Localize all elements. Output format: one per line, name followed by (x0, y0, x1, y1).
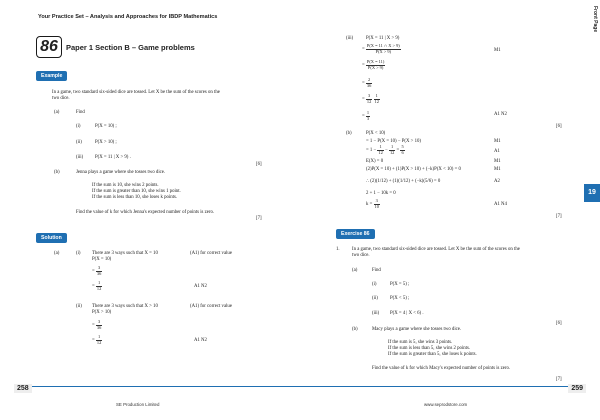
example-b-marks: [7] (256, 216, 262, 221)
right-iii-line-3: = $\frac{P(X = 11)}{P(X > 9)}$ (362, 59, 385, 70)
example-ai-text: P(X = 10) ; (95, 124, 117, 129)
right-b-line-7: 2 + 1 − 10k = 0 (366, 191, 396, 196)
right-b-a1: A1 (494, 149, 500, 154)
exercise-b-rule-2: If the sum is less than 5, she wins 2 points. (388, 346, 471, 351)
example-a-text: Find (76, 110, 85, 115)
exercise-b-rule-3: If the sum is greater than 5, she loses k points. (388, 352, 477, 357)
fraction: $\frac{P(X = 11)}{P(X > 9)}$ (366, 59, 385, 70)
exercise-b-text: Macy plays a game where she tosses two dice. (372, 327, 462, 332)
solution-ii-line-1: There are 3 ways such that X > 10 (92, 304, 158, 309)
solution-ii-eq-2: = $\frac{1}{12}$ (92, 334, 102, 345)
exercise-a-text: Find (372, 268, 381, 273)
example-b-find: Find the value of k for which Jenna's expected number of points is zero. (76, 210, 215, 215)
example-aiii-text: P(X = 11 | X > 9) . (95, 155, 131, 160)
right-b-label: (b) (346, 131, 352, 136)
exercise-i-label: (i) (372, 282, 377, 287)
right-page-number: 259 (568, 384, 586, 393)
fraction: $\frac{5}{6}$ (401, 144, 404, 155)
example-b-rule-2: If the sum is greater than 10, she wins 1 point. (92, 189, 181, 194)
right-b-m2: M1 (494, 159, 501, 164)
exercise-ii-label: (ii) (372, 296, 378, 301)
solution-i-note: (A1) for correct value (190, 251, 232, 256)
example-a-label: (a) (54, 110, 60, 115)
footer-publisher: SE Production Limited (116, 402, 160, 407)
solution-ii-eq-1: = $\frac{3}{36}$ (92, 319, 102, 330)
footer-rule (14, 386, 586, 387)
right-iii-line-5: = $\frac{3}{12}$ $\frac{1}{12}$ (362, 93, 379, 104)
exercise-q-number: 1. (336, 247, 340, 252)
right-iii-total: [6] (556, 124, 562, 129)
exercise-label: Exercise 86 (336, 229, 375, 239)
solution-ii-line-2: P(X > 10) (92, 310, 112, 315)
fraction: $\frac{1}{12}$ (96, 280, 102, 291)
right-iii-line-4: = $\frac{2}{36}$ (362, 77, 372, 88)
example-aiii-label: (iii) (76, 155, 84, 160)
solution-i-label: (i) (76, 251, 81, 256)
fraction: $\frac{2}{36}$ (366, 77, 372, 88)
right-b-line-4: E(X) = 0 (366, 159, 384, 164)
example-b-text: Jenna plays a game where she tosses two dice. (76, 170, 166, 175)
exercise-i-text: P(X = 5) ; (390, 282, 410, 287)
solution-ii-marks: A1 N2 (194, 338, 207, 343)
exercise-a-marks: [6] (556, 321, 562, 326)
exercise-b-marks: [7] (556, 377, 562, 382)
left-page-number: 258 (14, 384, 32, 393)
exercise-b-rule-1: If the sum is 5, she wins 3 points. (388, 340, 453, 345)
right-iii-line-1: P(X = 11 | X > 9) (366, 36, 400, 41)
solution-a-label: (a) (54, 251, 60, 256)
solution-i-eq-1: = $\frac{3}{36}$ (92, 265, 102, 276)
solution-i-eq-2: = $\frac{1}{12}$ (92, 280, 102, 291)
chapter-side-tab[interactable]: 19 (584, 184, 600, 202)
fraction: $\frac{1}{3}$ (366, 110, 370, 121)
fraction: $\frac{1}{12}$ (374, 93, 379, 104)
solution-ii-note: (A1) for correct value (190, 304, 232, 309)
example-a-marks: [6] (256, 162, 262, 167)
right-b-line-3: = 1 − $\frac{1}{12}$ − $\frac{1}{12}$ = $\frac{5}{6}$ (366, 144, 404, 155)
right-b-a2: A2 (494, 179, 500, 184)
example-aii-text: P(X > 10) ; (95, 140, 117, 145)
example-b-rule-1: If the sum is 10, she wins 2 points. (92, 183, 159, 188)
footer-website[interactable]: www.seprodstore.com (424, 402, 468, 407)
right-b-marks: A1 N4 (494, 202, 507, 207)
fraction: $\frac{P(X = 11 \cap X > 9)}{P(X > 9)}$ (366, 43, 400, 54)
right-iii-label: (iii) (346, 36, 354, 41)
right-b-total: [7] (556, 214, 562, 219)
solution-i-line-2: P(X = 10) (92, 257, 112, 262)
example-ai-label: (i) (76, 124, 81, 129)
exercise-a-label: (a) (352, 268, 358, 273)
exercise-iii-label: (iii) (372, 311, 380, 316)
right-b-m3: M1 (494, 167, 501, 172)
exercise-b-find: Find the value of k for which Macy's expected number of points is zero. (372, 366, 511, 371)
right-iii-m1: M1 (494, 48, 501, 53)
section-title: Paper 1 Section B – Game problems (66, 43, 195, 52)
exercise-intro-1: In a game, two standard six-sided dice are tossed. Let X be the sum of the scores on the (352, 247, 520, 252)
fraction: $\frac{1}{12}$ (96, 334, 102, 345)
right-iii-line-6: = $\frac{1}{3}$ (362, 110, 370, 121)
example-label: Example (36, 71, 67, 81)
example-aii-label: (ii) (76, 140, 82, 145)
right-b-line-8: k = $\frac{3}{10}$ (366, 198, 379, 209)
right-iii-line-2: = $\frac{P(X = 11 \cap X > 9)}{P(X > 9)}$ (362, 43, 400, 54)
right-b-line-5: (2)P(X = 10) + (1)P(X > 10) + (−k)P(X < 10) = 0 (366, 167, 461, 172)
example-intro-1: In a game, two standard six-sided dice are tossed. Let X be the sum of the scores on the (52, 90, 220, 95)
fraction: $\frac{3}{12}$ (366, 93, 372, 104)
exercise-b-label: (b) (352, 327, 358, 332)
right-iii-marks: A1 N2 (494, 112, 507, 117)
fraction: $\frac{3}{36}$ (96, 265, 102, 276)
example-b-label: (b) (54, 170, 60, 175)
front-page-tab[interactable]: Front Page (592, 6, 598, 33)
running-header: Your Practice Set – Analysis and Approaches for IBDP Mathematics (38, 14, 218, 20)
fraction: $\frac{3}{36}$ (96, 319, 102, 330)
solution-label: Solution (36, 233, 67, 243)
fraction: $\frac{3}{10}$ (374, 198, 379, 209)
section-number: 86 (36, 36, 62, 58)
solution-i-marks: A1 N2 (194, 284, 207, 289)
fraction: $\frac{1}{12}$ (389, 144, 395, 155)
exercise-intro-2: two dice. (352, 253, 370, 258)
solution-i-line-1: There are 3 ways such that X = 10 (92, 251, 158, 256)
example-intro-2: two dice. (52, 96, 70, 101)
fraction: $\frac{1}{12}$ (378, 144, 383, 155)
example-b-rule-3: If the sum is less than 10, she loses k points. (92, 195, 178, 200)
right-b-line-6: ∴ (2)(1/12) + (1)(1/12) + (−k)(5/6) = 0 (366, 179, 441, 184)
solution-ii-label: (ii) (76, 304, 82, 309)
exercise-iii-text: P(X = 4 | X < 6) . (390, 311, 424, 316)
right-b-m1: M1 (494, 139, 501, 144)
exercise-ii-text: P(X < 5) ; (390, 296, 410, 301)
right-b-line-1: P(X < 10) (366, 131, 386, 136)
right-b-line-2: = 1 − P(X = 10) − P(X > 10) (366, 139, 421, 144)
